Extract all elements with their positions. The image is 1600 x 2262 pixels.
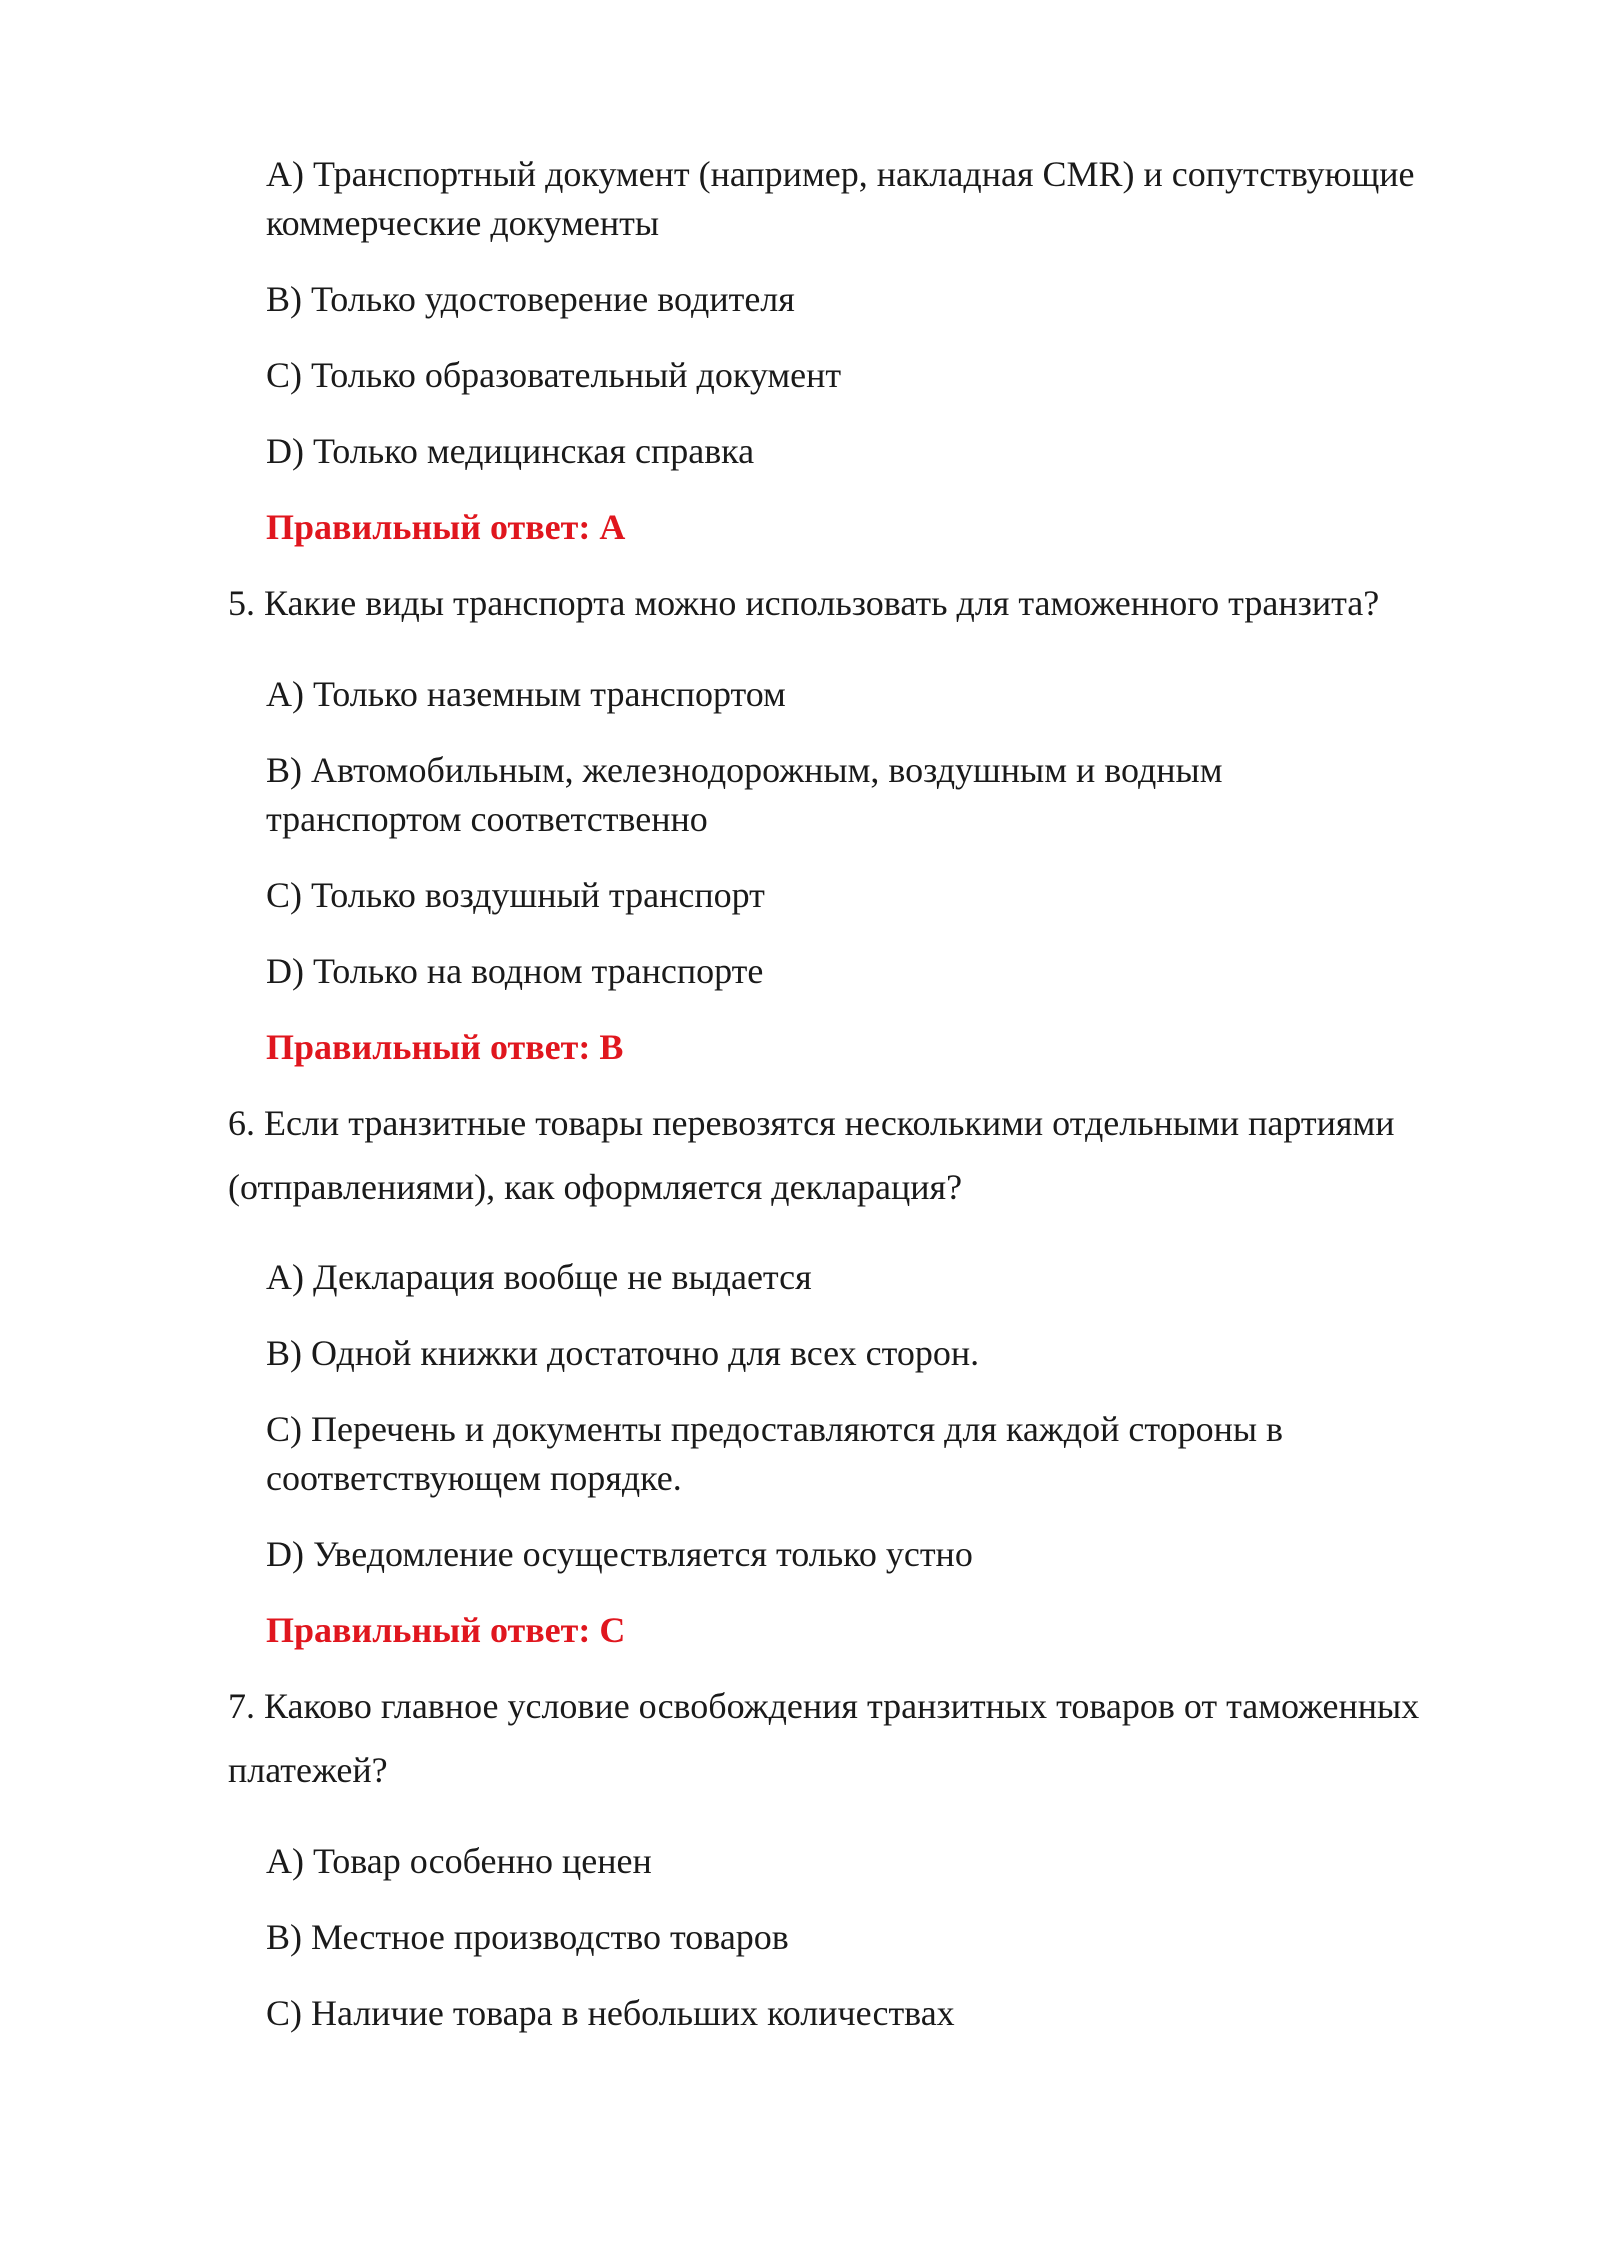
q5-correct-answer: Правильный ответ: B bbox=[266, 1027, 624, 1067]
q4-option-c: C) Только образовательный документ bbox=[266, 355, 842, 395]
q6-question-line-1: 6. Если транзитные товары перевозятся несколькими отдельными партиями bbox=[228, 1103, 1395, 1143]
q6-option-a: A) Декларация вообще не выдается bbox=[266, 1257, 812, 1297]
q5-option-d: D) Только на водном транспорте bbox=[266, 951, 764, 991]
q7-question-line-2: платежей? bbox=[228, 1750, 388, 1790]
q6-option-c-line-1: C) Перечень и документы предоставляются для каждой стороны в bbox=[266, 1409, 1284, 1449]
q6-option-d: D) Уведомление осуществляется только устно bbox=[266, 1534, 973, 1574]
q7-option-b: B) Местное производство товаров bbox=[266, 1917, 789, 1957]
q4-option-b: B) Только удостоверение водителя bbox=[266, 279, 795, 319]
q6-option-b: B) Одной книжки достаточно для всех сторон. bbox=[266, 1333, 980, 1373]
q5-option-a: A) Только наземным транспортом bbox=[266, 674, 786, 714]
q4-option-a-line-1: A) Транспортный документ (например, накладная CMR) и сопутствующие bbox=[266, 154, 1415, 194]
q7-option-a: A) Товар особенно ценен bbox=[266, 1841, 652, 1881]
q4-option-a-line-2: коммерческие документы bbox=[266, 203, 660, 243]
q7-question-line-1: 7. Каково главное условие освобождения транзитных товаров от таможенных bbox=[228, 1686, 1420, 1726]
q7-option-c: C) Наличие товара в небольших количествах bbox=[266, 1993, 955, 2033]
q5-question: 5. Какие виды транспорта можно использовать для таможенного транзита? bbox=[228, 583, 1380, 623]
q4-option-d: D) Только медицинская справка bbox=[266, 431, 755, 471]
q5-option-b-line-1: B) Автомобильным, железнодорожным, воздушным и водным bbox=[266, 750, 1223, 790]
q6-option-c-line-2: соответствующем порядке. bbox=[266, 1458, 682, 1498]
q4-correct-answer: Правильный ответ: A bbox=[266, 507, 626, 547]
q6-question-line-2: (отправлениями), как оформляется декларация? bbox=[228, 1167, 963, 1207]
q5-option-b-line-2: транспортом соответственно bbox=[266, 799, 708, 839]
q6-correct-answer: Правильный ответ: C bbox=[266, 1610, 626, 1650]
q5-option-c: C) Только воздушный транспорт bbox=[266, 875, 765, 915]
